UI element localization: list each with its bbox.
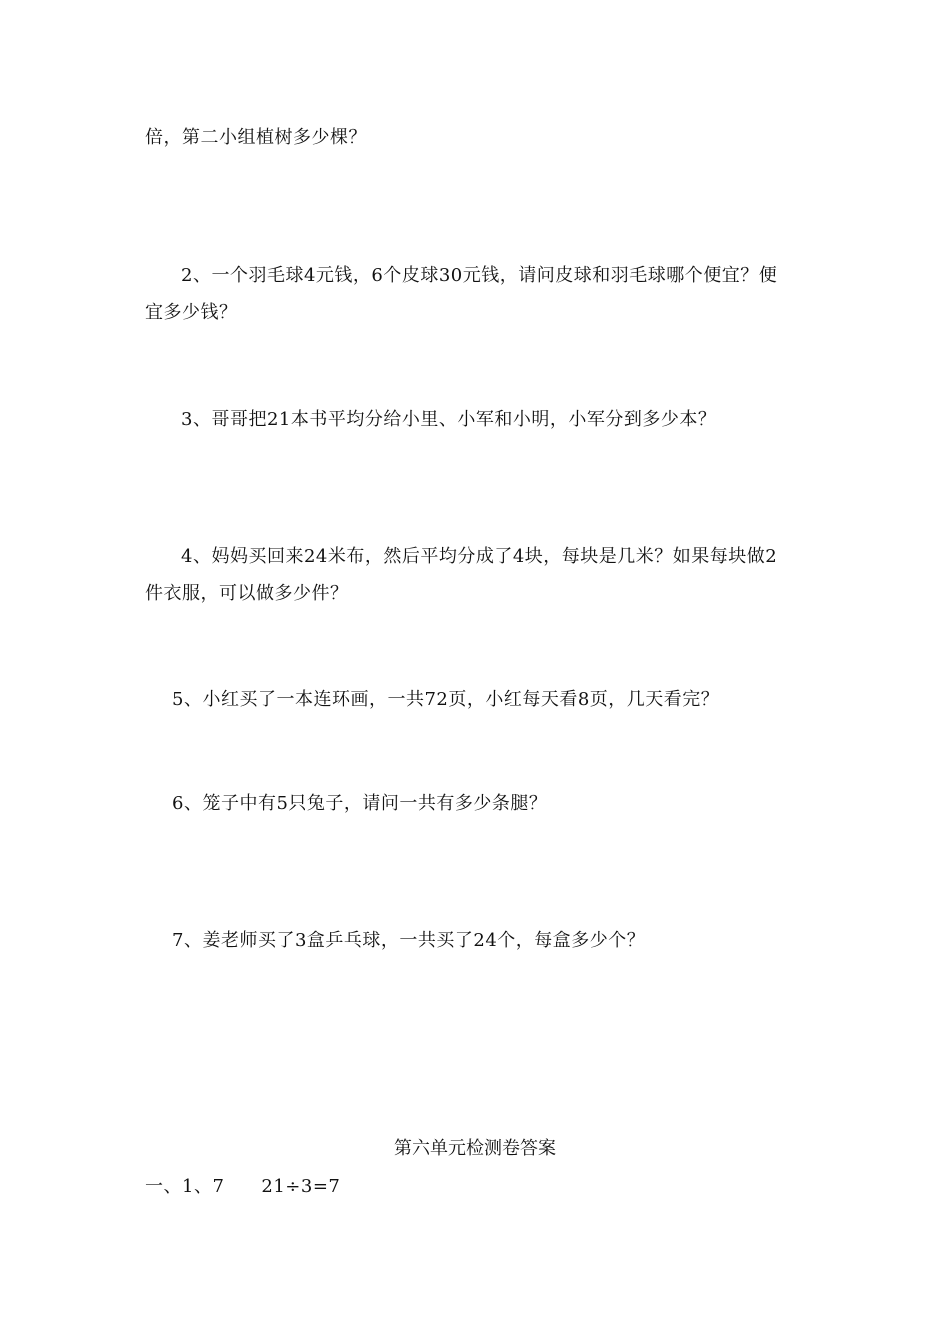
- problem-2-line-1: 2、一个羽毛球4元钱，6个皮球30元钱，请问皮球和羽毛球哪个便宜？便: [181, 265, 778, 286]
- answers-first-line: 一、1、7 21÷3=7: [145, 1176, 341, 1197]
- problem-6: 6、笼子中有5只兔子，请问一共有多少条腿？: [172, 793, 548, 814]
- problem-4-line-1: 4、妈妈买回来24米布，然后平均分成了4块，每块是几米？如果每块做2: [181, 546, 778, 567]
- answers-title: 第六单元检测卷答案: [394, 1138, 556, 1159]
- problem-5: 5、小红买了一本连环画，一共72页，小红每天看8页，几天看完？: [172, 689, 720, 710]
- problem-4-line-2: 件衣服，可以做多少件？: [145, 583, 349, 604]
- problem-continuation: 倍，第二小组植树多少棵？: [145, 127, 367, 148]
- problem-3: 3、哥哥把21本书平均分给小里、小军和小明，小军分到多少本？: [181, 409, 717, 430]
- problem-7: 7、姜老师买了3盒乒乓球，一共买了24个，每盒多少个？: [172, 930, 646, 951]
- problem-2-line-2: 宜多少钱？: [145, 302, 238, 323]
